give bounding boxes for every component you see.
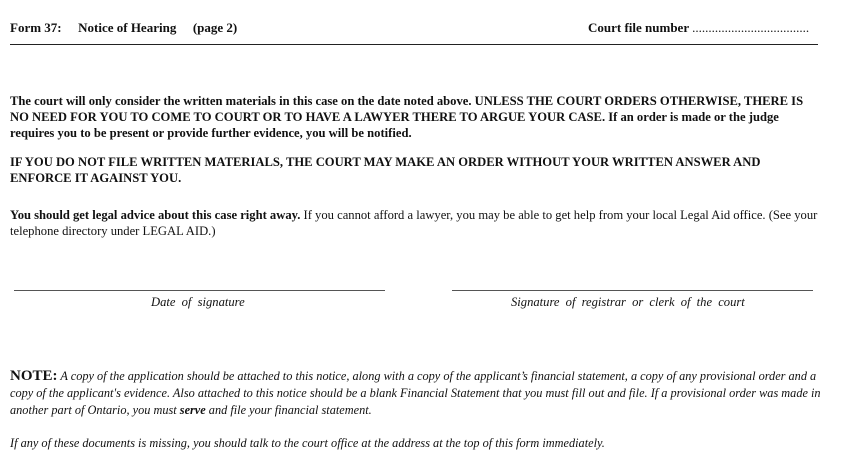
registrar-signature-line[interactable] bbox=[452, 290, 813, 291]
registrar-signature-label: Signature of registrar or clerk of the court bbox=[511, 295, 745, 309]
note-text-1: A copy of the application should be attached to this notice, along with a copy of the applicant’s financial statement, a copy of any provisional order and a copy of the applicant's evidence. Also attached to this notice should be a blank Financial Statement that you must fill out and file. If a provisional order was made in another part of Ontario, you must bbox=[10, 369, 821, 417]
form-header bbox=[10, 20, 237, 36]
note-text-2: and file your financial statement. bbox=[205, 403, 372, 417]
legal-advice-lead: You should get legal advice about this case right away. bbox=[10, 208, 301, 222]
court-file-number-field[interactable]: .................................... bbox=[692, 20, 810, 35]
court-file-number bbox=[588, 20, 809, 36]
paragraph-written-materials: The court will only consider the written materials in this case on the date noted above. UNLESS THE COURT ORDERS OTHERWISE, THERE IS NO NEED FOR YOU TO COME TO COURT OR TO HAVE A LAWYER THERE TO ARGUE YOUR CASE. If an order is made or the judge requires you to be present or provide further evidence, you will be notified. bbox=[10, 94, 804, 140]
date-of-signature-label: Date of signature bbox=[151, 295, 245, 309]
form-number: Form 37: bbox=[10, 20, 62, 35]
page-indicator: (page 2) bbox=[192, 20, 238, 35]
note-paragraph bbox=[10, 368, 822, 419]
date-signature-line[interactable] bbox=[14, 290, 385, 291]
note-label: NOTE: bbox=[10, 368, 58, 384]
header-divider bbox=[10, 44, 818, 45]
note-serve-word: serve bbox=[179, 403, 206, 417]
court-file-number-label: Court file number bbox=[588, 20, 689, 35]
paragraph-legal-advice bbox=[10, 207, 822, 239]
paragraph-warning: IF YOU DO NOT FILE WRITTEN MATERIALS, THE COURT MAY MAKE AN ORDER WITHOUT YOUR WRITTEN ANSWER AND ENFORCE IT AGAINST YOU. bbox=[10, 155, 761, 185]
form-name: Notice of Hearing bbox=[78, 20, 177, 35]
footer-note: If any of these documents is missing, you should talk to the court office at the address at the top of this form immediately. bbox=[10, 436, 605, 450]
legal-advice-text: If you cannot afford a lawyer, you may be able to get help from your local Legal Aid office. (See your telephone directory under LEGAL AID.) bbox=[10, 208, 818, 238]
